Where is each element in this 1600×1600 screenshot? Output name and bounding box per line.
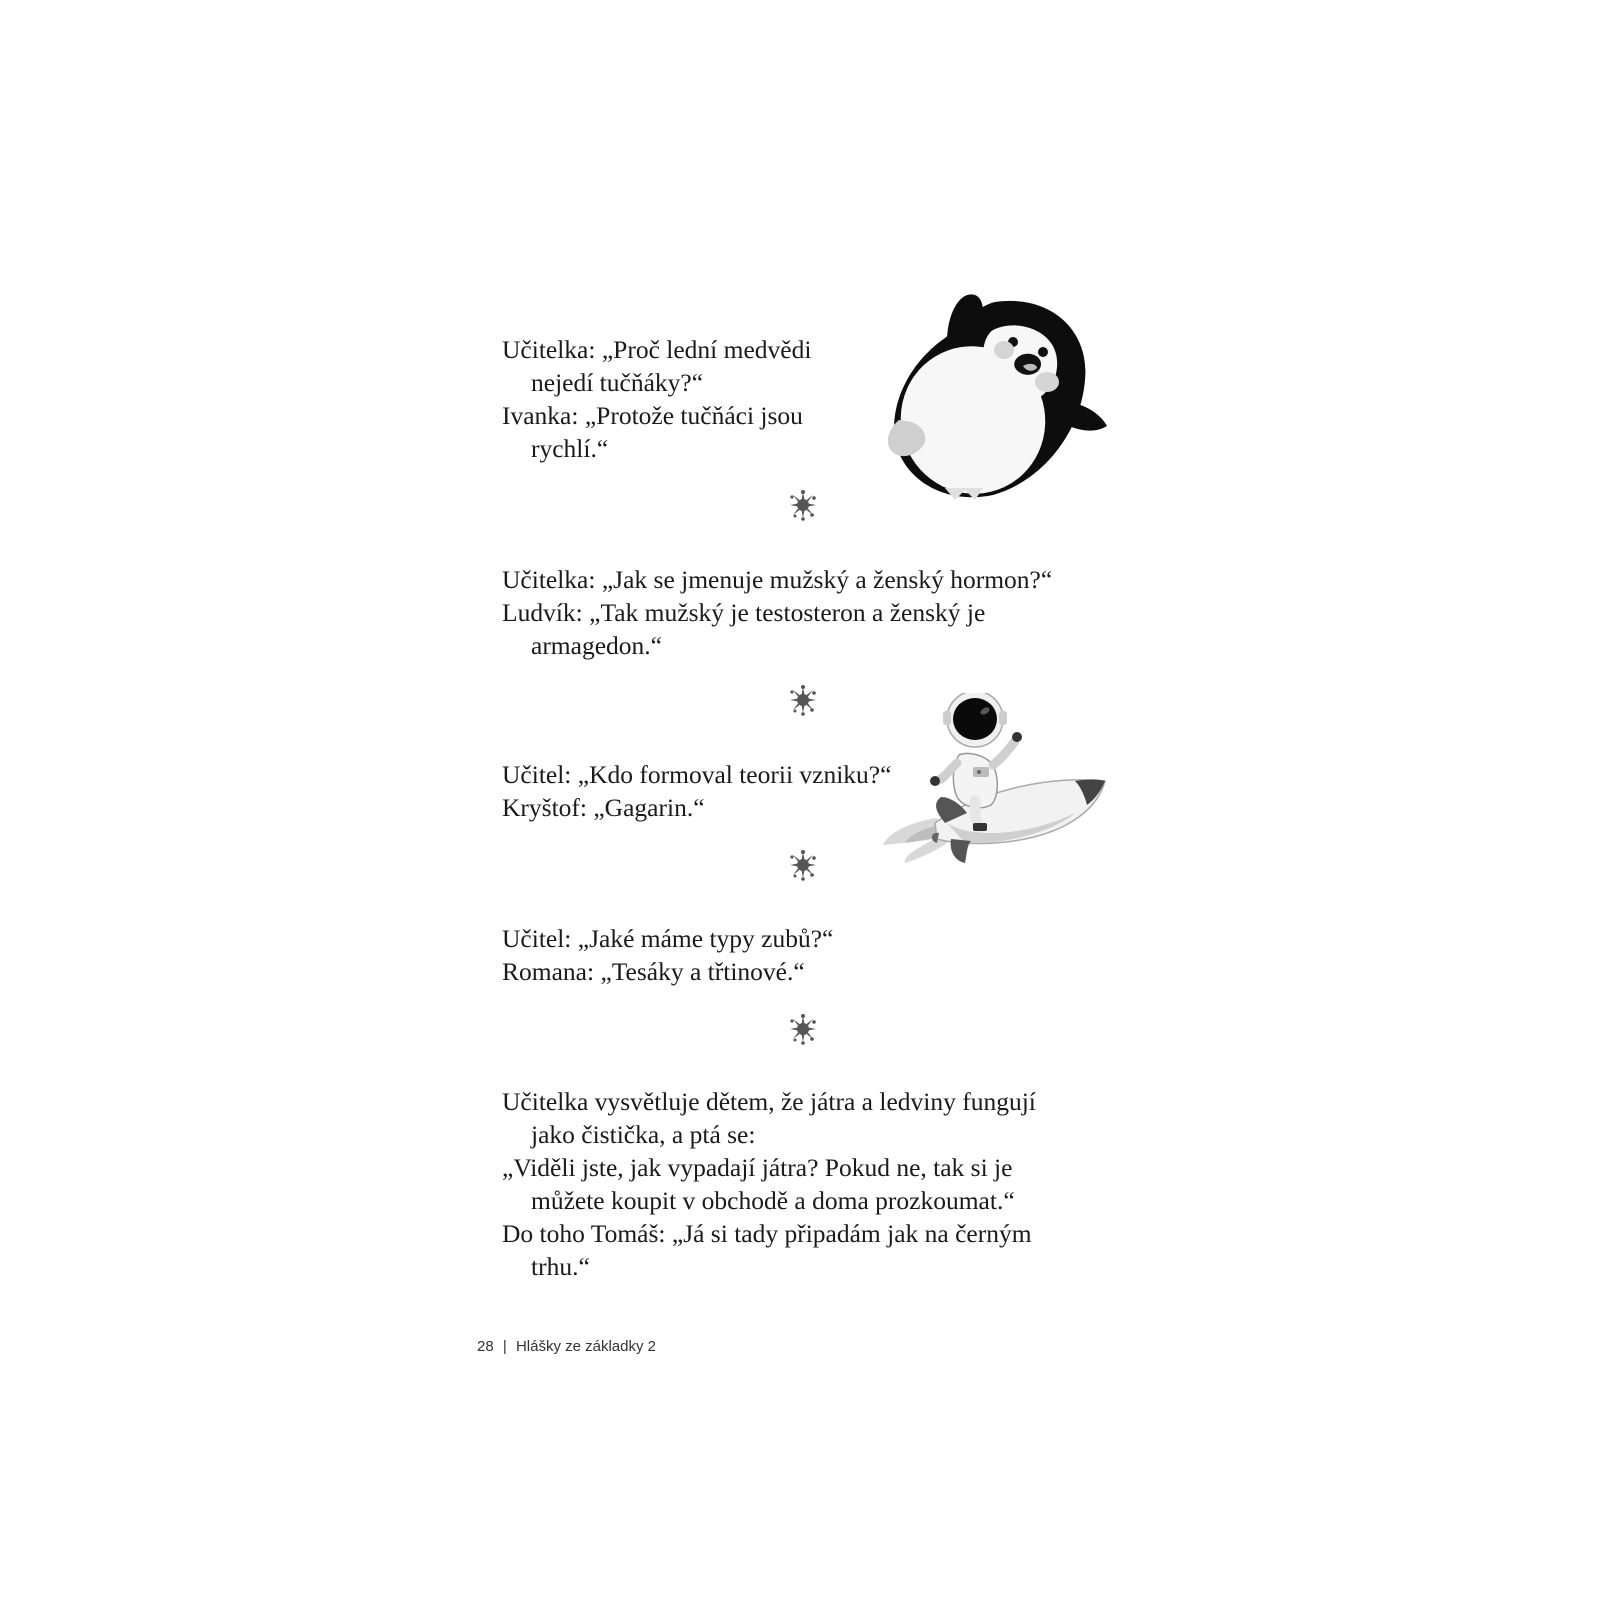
dialogue-block-1: [502, 333, 811, 465]
text-line: „Viděli jste, jak vypadají játra? Pokud ne, tak si je: [502, 1153, 1013, 1182]
text-line: můžete koupit v obchodě a doma prozkoumat.“: [531, 1186, 1015, 1215]
text-line: Kryštof: „Gagarin.“: [502, 793, 705, 822]
splat-icon: [786, 1012, 820, 1046]
text-line: rychlí.“: [531, 434, 609, 463]
text-line: Učitelka: „Proč lední medvědi: [502, 335, 812, 364]
footer-divider: |: [502, 1338, 507, 1355]
text-line: Učitel: „Kdo formoval teorii vzniku?“: [502, 760, 892, 789]
text-line: Ludvík: „Tak mužský je testosteron a ženský je: [502, 598, 986, 627]
page-number: 28: [477, 1338, 494, 1355]
penguin-illustration: [885, 290, 1115, 520]
text-line: trhu.“: [531, 1252, 590, 1281]
splat-icon: [786, 848, 820, 882]
text-line: nejedí tučňáky?“: [531, 368, 704, 397]
dialogue-block-4: [502, 922, 833, 988]
text-line: Romana: „Tesáky a třtinové.“: [502, 957, 805, 986]
splat-icon: [786, 683, 820, 717]
text-line: Učitelka vysvětluje dětem, že játra a ledviny fungují: [502, 1087, 1036, 1116]
dialogue-block-2: [502, 563, 1052, 662]
dialogue-block-3: [502, 758, 891, 824]
dialogue-block-5: [502, 1085, 1036, 1283]
astronaut-rocket-illustration: [875, 693, 1115, 883]
text-line: armagedon.“: [531, 631, 662, 660]
text-line: jako čistička, a ptá se:: [531, 1120, 756, 1149]
text-line: Do toho Tomáš: „Já si tady připadám jak na černým: [502, 1219, 1032, 1248]
book-title: Hlášky ze základky 2: [515, 1338, 656, 1355]
text-line: Učitel: „Jaké máme typy zubů?“: [502, 924, 834, 953]
text-line: Ivanka: „Protože tučňáci jsou: [502, 401, 803, 430]
splat-icon: [786, 488, 820, 522]
page-footer: [477, 1338, 656, 1355]
text-line: Učitelka: „Jak se jmenuje mužský a ženský hormon?“: [502, 565, 1053, 594]
